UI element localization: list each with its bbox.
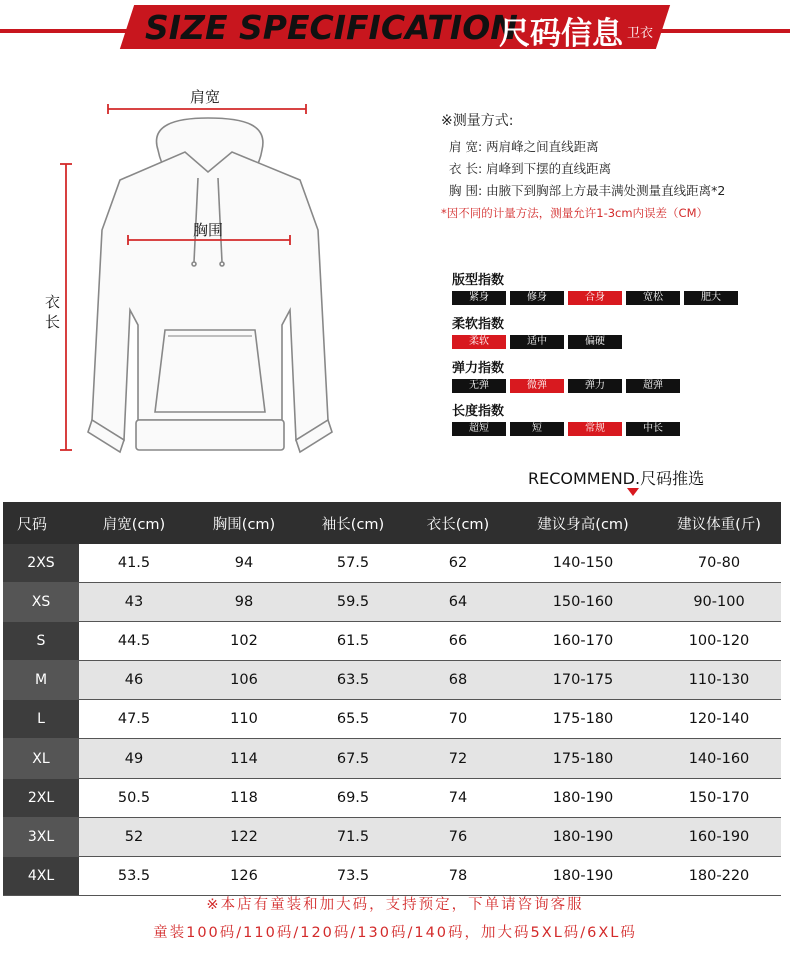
elasticity-index: [452, 357, 680, 393]
table-cell: 120-140: [688, 711, 750, 728]
table-cell: 118: [230, 789, 258, 806]
table-cell: 63.5: [336, 672, 370, 689]
measure-error-note: *因不同的计量方法，测量允许1-3cm内误差（CM）: [441, 206, 709, 220]
elasticity-option-super: 超弹: [626, 379, 680, 393]
elasticity-option-stretch: 弹力: [568, 379, 622, 393]
elasticity-option-slight: 微弹: [510, 379, 564, 393]
table-row: [3, 700, 781, 739]
shoulder-label: 肩宽: [190, 88, 221, 106]
table-cell: 90-100: [693, 594, 745, 611]
table-cell: 61.5: [336, 633, 370, 650]
length-option-regular: 常规: [568, 422, 622, 436]
fit-option-regular: 合身: [568, 291, 622, 305]
table-cell: 126: [230, 867, 258, 884]
table-cell: 73.5: [336, 867, 370, 884]
table-cell: 74: [448, 789, 468, 806]
recommend-heading: RECOMMEND.尺码推选: [528, 469, 705, 488]
caret-down-icon: [627, 488, 639, 496]
hoodie-diagram: [40, 78, 360, 468]
table-row: [3, 779, 781, 818]
header-title-cn: 尺码信息: [499, 16, 623, 52]
table-cell: 94: [234, 555, 254, 572]
header-category: 卫衣: [627, 26, 654, 41]
table-cell: 98: [234, 594, 254, 611]
length-index: [452, 400, 680, 436]
length-option-short: 短: [510, 422, 564, 436]
measure-line-chest: 胸 围: 由腋下到胸部上方最丰满处测量直线距离*2: [449, 183, 726, 198]
table-cell: 66: [448, 633, 468, 650]
table-row: [3, 544, 781, 583]
table-cell: 102: [230, 633, 258, 650]
fit-index-label: 版型指数: [452, 273, 505, 288]
elasticity-option-none: 无弹: [452, 379, 506, 393]
table-cell: 72: [448, 750, 468, 767]
col-header-weight: 建议体重(斤): [677, 516, 761, 533]
fit-option-tight: 紧身: [452, 291, 506, 305]
footer-notice: ※本店有童装和加大码，支持预定，下单请咨询客服: [206, 897, 584, 913]
fit-option-slim: 修身: [510, 291, 564, 305]
table-body: [3, 544, 781, 896]
size-cell: 2XS: [3, 544, 79, 582]
size-cell: 4XL: [3, 857, 79, 895]
table-cell: 160-170: [552, 633, 614, 650]
table-cell: 57.5: [336, 555, 370, 572]
table-cell: 44.5: [117, 633, 151, 650]
table-cell: 67.5: [336, 750, 370, 767]
table-cell: 175-180: [552, 711, 614, 728]
col-header-chest: 胸围(cm): [212, 516, 276, 533]
table-cell: 180-190: [552, 789, 614, 806]
softness-index: [452, 313, 622, 349]
table-cell: 140-160: [688, 750, 750, 767]
table-row: [3, 583, 781, 622]
col-header-size: 尺码: [3, 502, 79, 544]
fit-option-oversize: 肥大: [684, 291, 738, 305]
table-cell: 170-175: [552, 672, 614, 689]
table-cell: 140-150: [552, 555, 614, 572]
table-cell: 71.5: [336, 828, 370, 845]
table-cell: 47.5: [117, 711, 151, 728]
size-cell: L: [3, 700, 79, 738]
table-cell: 52: [124, 828, 144, 845]
table-row: [3, 739, 781, 778]
table-cell: 70-80: [697, 555, 741, 572]
softness-option-hard: 偏硬: [568, 335, 622, 349]
measure-line-shoulder: 肩 宽: 两肩峰之间直线距离: [449, 139, 599, 154]
elasticity-index-label: 弹力指数: [452, 361, 505, 376]
length-index-label: 长度指数: [452, 404, 505, 419]
footer-sizes: 童装100码/110码/120码/130码/140码，加大码5XL码/6XL码: [153, 925, 637, 941]
table-cell: 69.5: [336, 789, 370, 806]
table-cell: 175-180: [552, 750, 614, 767]
page-header: [0, 0, 790, 58]
table-cell: 114: [230, 750, 258, 767]
length-option-long: 中长: [626, 422, 680, 436]
softness-option-medium: 适中: [510, 335, 564, 349]
table-cell: 180-190: [552, 867, 614, 884]
length-option-cropped: 超短: [452, 422, 506, 436]
table-cell: 110: [230, 711, 258, 728]
header-title-en: SIZE SPECIFICATION: [145, 8, 518, 47]
table-cell: 76: [448, 828, 468, 845]
table-cell: 110-130: [688, 672, 750, 689]
size-table: [3, 502, 781, 896]
size-cell: XS: [3, 583, 79, 621]
table-cell: 150-170: [688, 789, 750, 806]
col-header-length: 衣长(cm): [426, 516, 490, 533]
table-cell: 160-190: [688, 828, 750, 845]
col-header-height: 建议身高(cm): [537, 516, 629, 533]
length-label: 衣长: [45, 293, 61, 331]
softness-option-soft: 柔软: [452, 335, 506, 349]
table-cell: 50.5: [117, 789, 151, 806]
table-cell: 43: [124, 594, 144, 611]
table-cell: 70: [448, 711, 468, 728]
size-cell: M: [3, 661, 79, 699]
table-cell: 78: [448, 867, 468, 884]
size-cell: S: [3, 622, 79, 660]
table-cell: 41.5: [117, 555, 151, 572]
chest-label: 胸围: [193, 221, 224, 239]
table-header-row: [3, 502, 781, 544]
table-cell: 62: [448, 555, 468, 572]
table-cell: 180-220: [688, 867, 750, 884]
measure-notes: [441, 110, 725, 221]
table-cell: 150-160: [552, 594, 614, 611]
table-cell: 59.5: [336, 594, 370, 611]
size-cell: 3XL: [3, 818, 79, 856]
table-row: [3, 661, 781, 700]
measure-title: ※测量方式:: [441, 113, 514, 129]
table-cell: 180-190: [552, 828, 614, 845]
col-header-sleeve: 袖长(cm): [321, 516, 385, 533]
col-header-shoulder: 肩宽(cm): [102, 516, 166, 533]
table-row: [3, 818, 781, 857]
table-cell: 46: [124, 672, 144, 689]
table-cell: 53.5: [117, 867, 151, 884]
table-cell: 65.5: [336, 711, 370, 728]
size-cell: 2XL: [3, 779, 79, 817]
measure-line-length: 衣 长: 肩峰到下摆的直线距离: [449, 161, 612, 176]
table-cell: 122: [230, 828, 258, 845]
table-row: [3, 622, 781, 661]
fit-index: [452, 269, 738, 305]
table-cell: 106: [230, 672, 258, 689]
softness-index-label: 柔软指数: [452, 317, 505, 332]
fit-option-loose: 宽松: [626, 291, 680, 305]
table-row: [3, 857, 781, 896]
table-cell: 64: [448, 594, 468, 611]
size-cell: XL: [3, 739, 79, 777]
table-cell: 49: [124, 750, 144, 767]
table-cell: 100-120: [688, 633, 750, 650]
table-cell: 68: [448, 672, 468, 689]
